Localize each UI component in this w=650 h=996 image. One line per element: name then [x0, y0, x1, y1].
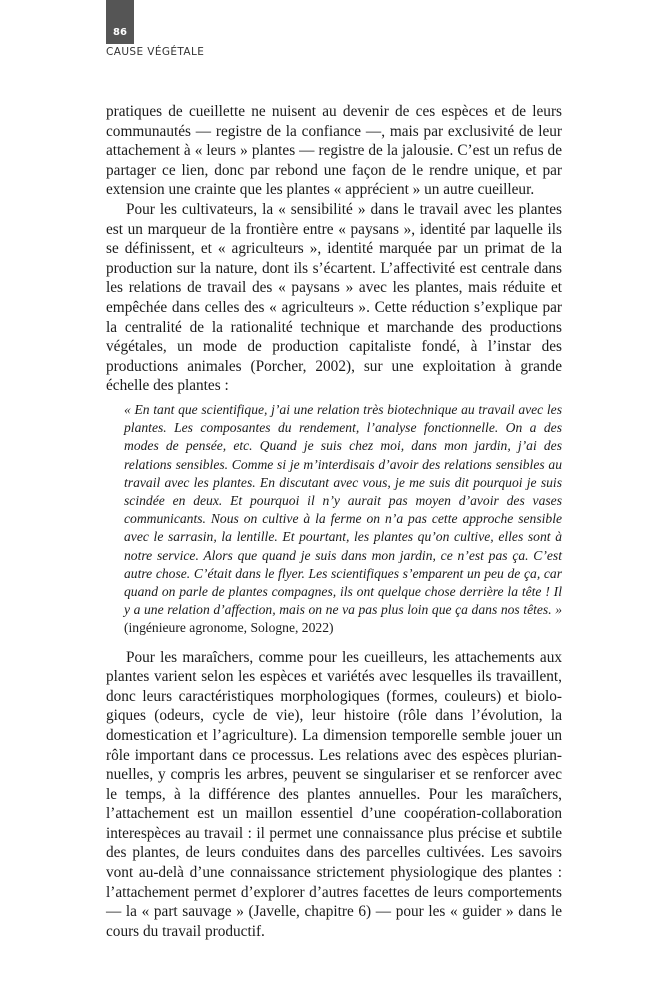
block-quote: [124, 401, 562, 638]
quote-text: « En tant que scientifique, j’ai une relation très biotechnique au travail avec les plantes. Les composantes du rendement, l’analyse fonctionnelle. On a des modes de pensée, etc. Quand je suis chez moi, dans mon jardin, j’ai des relations sensibles. Comme si je m’interdisais d’avoir des relations sensibles au travail avec les plantes. En discutant avec vous, je me suis dit pourquoi je suis scindée en deux. Et pourquoi il n’y aurait pas moyen d’avoir des vases communicants. Nous on cultive à la ferme on n’a pas cette approche sensible avec le sarrasin, la lentille. Et pourtant, les plantes qu’on cultive, elles sont à notre service. Alors que quand je suis dans mon jardin, ce n’est pas ça. C’est autre chose. C’était dans le flyer. Les scientifiques s’emparent un peu de ça, car quand on parle de plantes compagnes, ils ont quelque chose derrière la tête ! Il y a une relation d’affection, mais on ne va pas plus loin que ça dans nos têtes. »: [124, 401, 562, 618]
paragraph-continuation: pratiques de cueillette ne nuisent au devenir de ces espèces et de leurs communautés — registre de la confiance —, mais par exclusivité de leur attachement à « leurs » plantes — registre de la jalousie. C’est un refus de partager ce lien, donc par rebond une façon de le rendre unique, et par extension une crainte que les plantes « apprécient » un autre cueilleur.: [106, 103, 562, 199]
paragraph-cultivateurs: Pour les cultivateurs, la « sensibilité » dans le travail avec les plantes est un marqueur de la frontière entre « paysans », identité par laquelle ils se définissent, et « agriculteurs », identité marquée par un primat de la production sur la nature, dont ils s’écartent. L’affectivité est centrale dans les relations de travail des « paysans » avec les plantes, mais réduite et empêchée dans celles des « agriculteurs ». Cette réduction s’explique par la centralité de la rationalité technique et marchande des productions végétales, un mode de production capitaliste fondé, à l’instar des productions animales (Porcher, 2002), sur une exploitation à grande échelle des plantes :: [106, 200, 562, 395]
page-body: [106, 102, 562, 941]
page-number: 86: [113, 27, 127, 38]
paragraph-maraichers: Pour les maraîchers, comme pour les cueilleurs, les attachements aux plantes varient selon les espèces et variétés avec lesquelles ils travaillent, donc leurs caractéristiques morphologiques (formes, couleurs) et biologiques (odeurs, cycle de vie), leur histoire (rôle dans l’évolution, la domestication et l’agriculture). La dimension temporelle semble jouer un rôle important dans ce processus. Les relations avec des espèces pluriannuelles, y compris les arbres, peuvent se singulariser et se renforcer avec le temps, à la différence des plantes annuelles. Pour les maraîchers, l’attachement est un maillon essentiel d’une coopération-collaboration interespèces au travail : il permet une connaissance plus précise et subtile des plantes, de leurs conduites dans des parcelles cultivées. Les savoirs vont au-delà d’une connaissance strictement physiologique des plantes : l’attachement permet d’explorer d’autres facettes de leurs comportements — la « part sauvage » (Javelle, chapitre 6) — pour les « guider » dans le cours du travail productif.: [106, 648, 562, 940]
page-number-tab: [106, 0, 134, 44]
running-head: CAUSE VÉGÉTALE: [106, 46, 205, 58]
quote-source: (ingénieure agronome, Sologne, 2022): [124, 620, 334, 636]
